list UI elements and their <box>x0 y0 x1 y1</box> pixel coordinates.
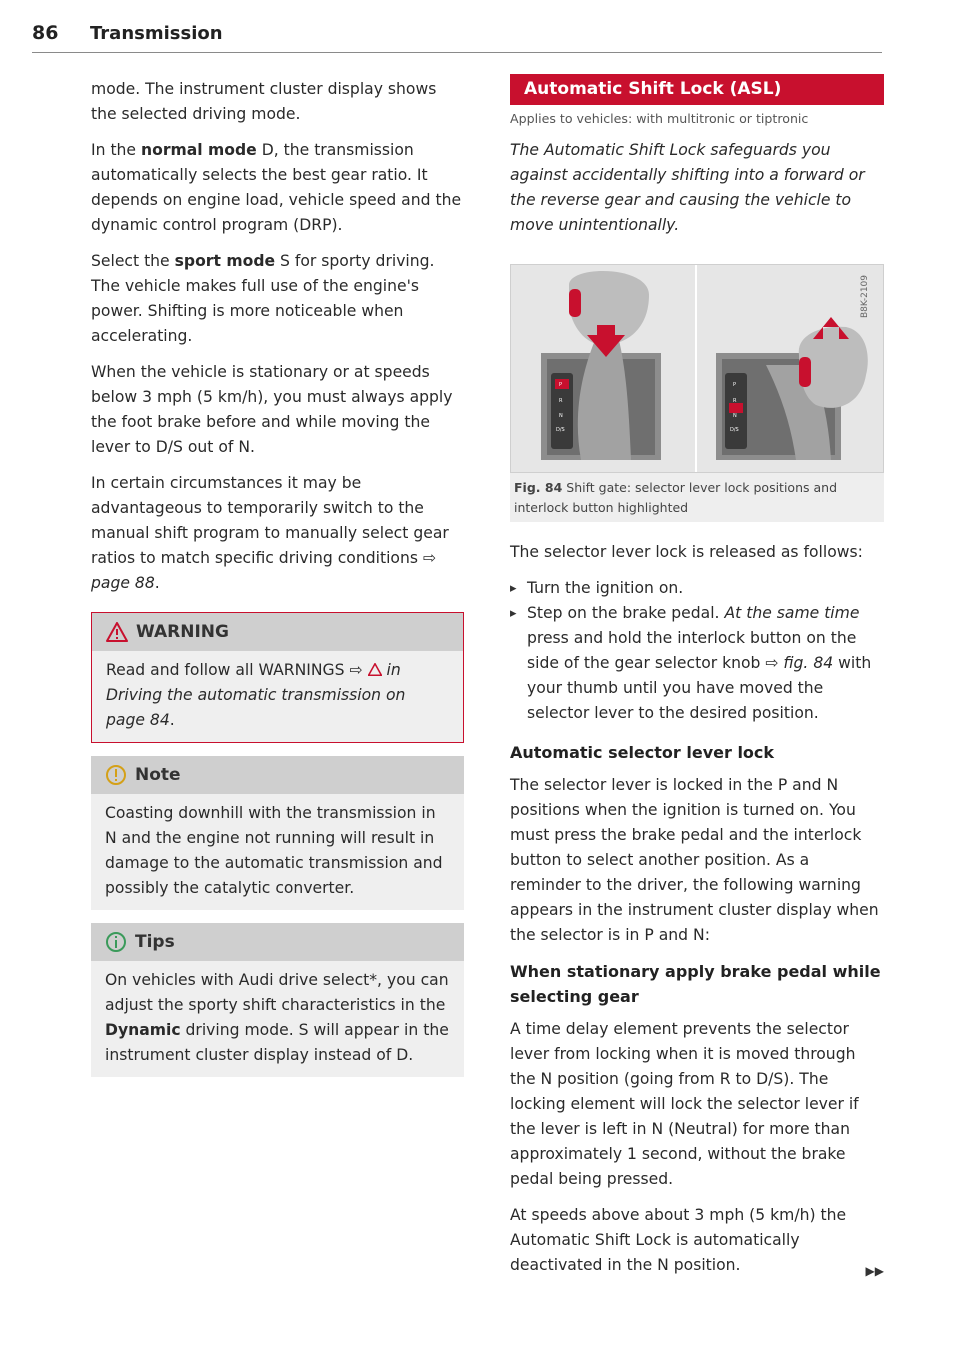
paragraph: The selector lever lock is released as follows: <box>510 543 863 561</box>
figure-caption <box>510 473 884 522</box>
tips-body <box>91 961 464 1077</box>
page-number: 86 <box>32 22 59 44</box>
tips-box <box>91 923 464 1077</box>
caption-text: Shift gate: selector lever lock positions and interlock button highlighted <box>514 480 838 515</box>
paragraph: The selector lever is locked in the P and N positions when the ignition is turned on. You must press the brake pedal and the interlock button to select another position. As a reminder to the driver, the following warning appears in the instrument cluster display when the selector is in P and N: <box>510 776 879 944</box>
warning-header <box>92 613 463 651</box>
text: On vehicles with Audi drive select*, you can adjust the sporty shift characteristics in the <box>105 971 449 1014</box>
shift-gate-illustration <box>511 265 883 472</box>
figure-code: B8K-2109 <box>860 275 870 319</box>
list-item: ▸ Turn the ignition on. <box>510 576 884 601</box>
text: In certain circumstances it may be advantageous to temporarily switch to the manual shift program to manually select gear ratios to match specific driving conditions <box>91 474 449 567</box>
text: . <box>169 711 175 729</box>
paragraph: When the vehicle is stationary or at speeds below 3 mph (5 km/h), you must always apply the foot brake before and while moving the lever to D/S out of N. <box>91 363 453 456</box>
tips-title: Tips <box>135 931 175 952</box>
info-icon <box>105 931 127 953</box>
asl-section-title: Automatic Shift Lock (ASL) <box>510 74 884 105</box>
gate-label-r: R <box>559 398 563 404</box>
subheading: Automatic selector lever lock <box>510 743 775 762</box>
term-sport-mode: sport mode <box>174 252 276 270</box>
figure-label: Fig. 84 <box>514 480 563 495</box>
note-header <box>91 756 464 794</box>
left-column <box>91 77 464 1077</box>
emphasis: At the same time <box>724 604 860 622</box>
paragraph: A time delay element prevents the selector lever from locking when it is moved through the N position (going from R to D/S). The locking element will lock the selector lever if the lever is left in N (Neutral) for more than approximately 1 second, without the brake pedal being pressed. <box>510 1020 859 1188</box>
term-normal-mode: normal mode <box>141 141 257 159</box>
paragraph <box>91 471 464 596</box>
gate-label-p: P <box>733 382 737 388</box>
text: driving mode. S will appear in the instrument cluster display instead of D. <box>105 1021 449 1064</box>
figure-shift-gate <box>510 264 884 473</box>
text: Read and follow all WARNINGS ⇨ <box>106 661 368 679</box>
applies-to-note: Applies to vehicles: with multitronic or tiptronic <box>510 111 809 126</box>
term-dynamic: Dynamic <box>105 1021 181 1039</box>
warning-body <box>92 651 463 742</box>
note-exclamation-icon <box>105 764 127 786</box>
warning-reference-link[interactable]: in Driving the automatic transmission on page 84 <box>106 661 406 729</box>
text: Step on the brake pedal. <box>527 604 725 622</box>
page-header <box>32 22 882 53</box>
note-body: Coasting downhill with the transmission in N and the engine not running will result in damage to the automatic transmission and possibly the catalytic converter. <box>91 794 464 910</box>
steps-list <box>510 576 884 726</box>
right-column <box>510 77 884 1289</box>
note-title: Note <box>135 764 181 785</box>
continue-arrow-icon: ▶▶ <box>865 1264 884 1278</box>
warning-title: WARNING <box>136 621 229 642</box>
text: D, the transmission automatically selects the best gear ratio. It depends on engine load, vehicle speed and the dynamic control program (DRP). <box>91 141 462 234</box>
text: In the <box>91 141 141 159</box>
text: S for sporty driving. The vehicle makes full use of the engine's power. Shifting is more noticeable when accelerating. <box>91 252 435 345</box>
display-message: When stationary apply brake pedal while selecting gear <box>510 962 881 1006</box>
note-box <box>91 756 464 910</box>
text: press and hold the interlock button on the side of the gear selector knob <box>527 629 857 672</box>
gate-label-n: N <box>733 413 737 419</box>
text: . <box>154 574 160 592</box>
page-reference-link[interactable]: ⇨ page 88 <box>91 549 437 592</box>
paragraph: mode. The instrument cluster display shows the selected driving mode. <box>91 80 437 123</box>
figure-reference-link[interactable]: ⇨ fig. 84 <box>765 654 834 672</box>
paragraph <box>510 1203 884 1278</box>
gate-label-n: N <box>559 413 563 419</box>
gate-label-p: P <box>559 382 563 388</box>
text: At speeds above about 3 mph (5 km/h) the Automatic Shift Lock is automatically deactivated in the N position. <box>510 1206 847 1274</box>
paragraph <box>91 249 464 349</box>
gate-label-r: R <box>733 398 737 404</box>
paragraph <box>91 138 464 238</box>
gate-label-ds: D/S <box>556 427 565 433</box>
warning-box <box>91 612 464 743</box>
text: with your thumb until you have moved the selector lever to the desired position. <box>527 654 872 722</box>
warning-triangle-icon <box>106 622 128 642</box>
section-title: Transmission <box>90 23 223 44</box>
warning-triangle-icon <box>368 663 382 676</box>
gate-label-ds: D/S <box>730 427 739 433</box>
tips-header <box>91 923 464 961</box>
list-item <box>510 601 884 726</box>
text: Select the <box>91 252 175 270</box>
intro-paragraph: The Automatic Shift Lock safeguards you against accidentally shifting into a forward or the reverse gear and causing the vehicle to move unintentionally. <box>510 141 865 234</box>
